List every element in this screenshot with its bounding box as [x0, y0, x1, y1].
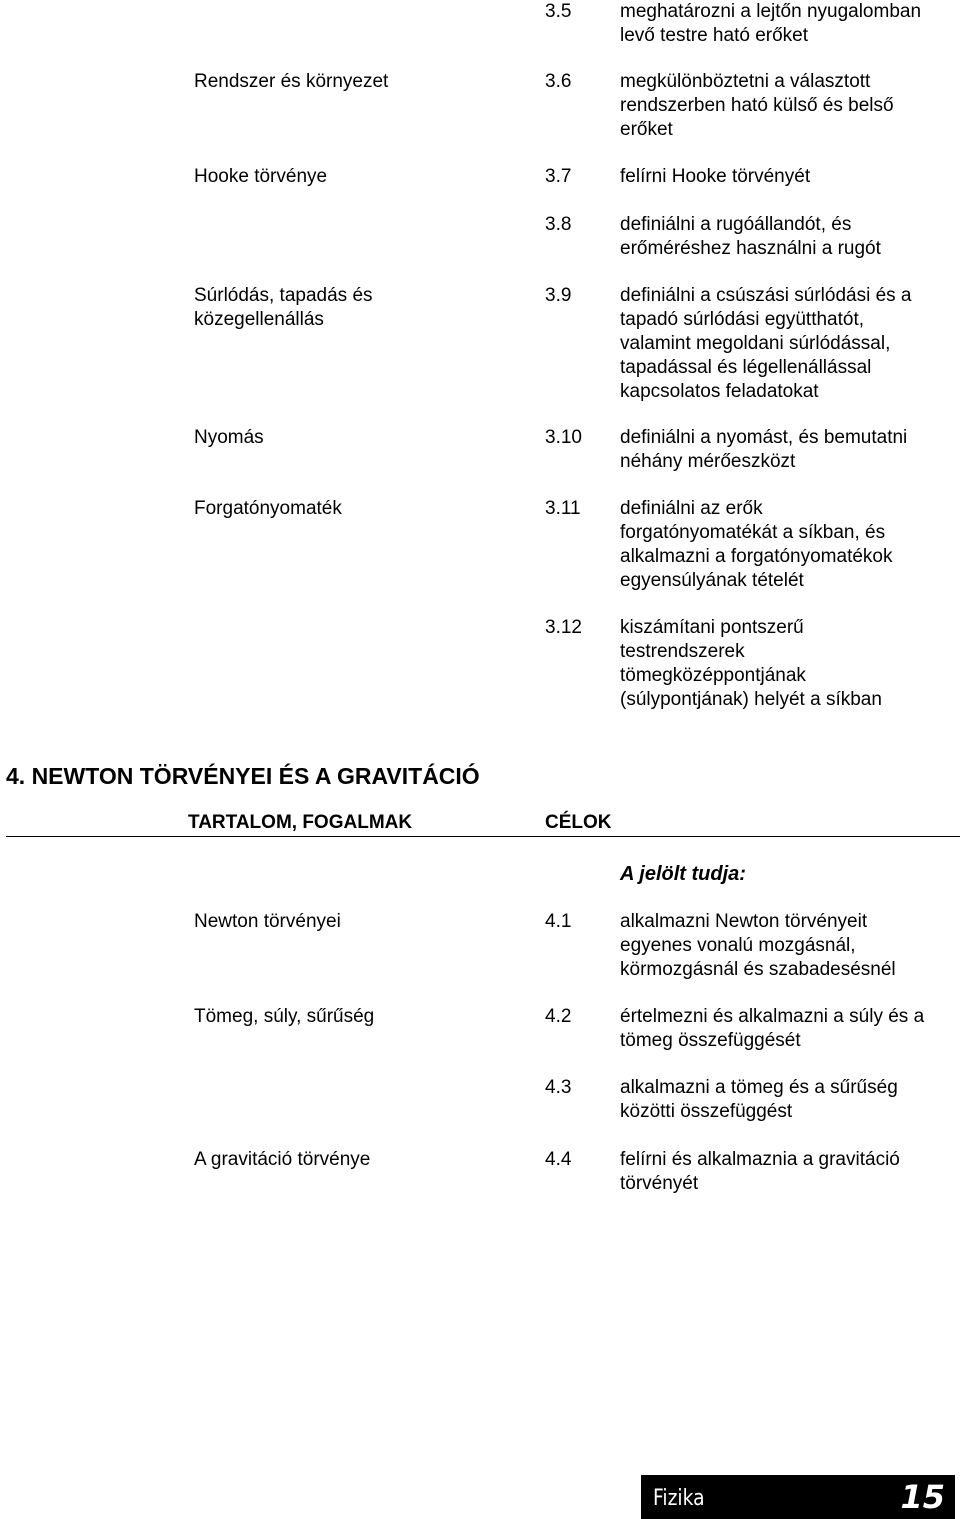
item-number: 3.6: [545, 71, 572, 92]
description-line: tapadással és légellenállással: [620, 357, 872, 378]
item-description: [620, 616, 955, 712]
column-header-goals: CÉLOK: [545, 812, 612, 833]
item-number: 3.11: [545, 498, 581, 519]
item-description: [620, 0, 955, 48]
description-line: alkalmazni a tömeg és a sűrűség: [620, 1077, 898, 1098]
item-description: [620, 165, 955, 189]
description-line: levő testre ható erőket: [620, 25, 808, 46]
item-topic: Hooke törvénye: [194, 166, 328, 187]
description-line: egyensúlyának tételét: [620, 570, 804, 591]
description-line: tapadó súrlódási együtthatót,: [620, 309, 865, 330]
item-number: 3.10: [545, 427, 582, 448]
item-topic: Rendszer és környezet: [194, 71, 389, 92]
column-header-content: TARTALOM, FOGALMAK: [188, 812, 413, 833]
description-line: felírni Hooke törvényét: [620, 166, 811, 187]
item-topic: A gravitáció törvénye: [194, 1149, 371, 1170]
description-line: forgatónyomatékát a síkban, és: [620, 522, 886, 543]
item-number: 3.12: [545, 617, 582, 638]
item-description: [620, 1076, 955, 1124]
item-description: [620, 1148, 955, 1196]
description-line: alkalmazni Newton törvényeit: [620, 911, 868, 932]
item-topic: Nyomás: [194, 427, 264, 448]
description-line: (súlypontjának) helyét a síkban: [620, 689, 882, 710]
description-line: törvényét: [620, 1173, 699, 1194]
description-line: erőméréshez használni a rugót: [620, 238, 881, 259]
description-line: felírni és alkalmaznia a gravitáció: [620, 1149, 900, 1170]
description-line: értelmezni és alkalmazni a súly és a: [620, 1006, 925, 1027]
item-topic: Newton törvényei: [194, 911, 341, 932]
description-line: testrendszerek: [620, 641, 745, 662]
description-line: megkülönböztetni a választott: [620, 71, 871, 92]
description-line: kapcsolatos feladatokat: [620, 381, 819, 402]
item-description: [620, 497, 955, 593]
item-topic: Tömeg, súly, sűrűség: [194, 1006, 375, 1027]
item-number: 4.1: [545, 911, 572, 932]
description-line: alkalmazni a forgatónyomatékok: [620, 546, 893, 567]
item-number: 3.8: [545, 214, 572, 235]
page-number: 15: [900, 1478, 945, 1516]
description-line: valamint megoldani súrlódással,: [620, 333, 891, 354]
item-number: 3.7: [545, 166, 572, 187]
description-line: körmozgásnál és szabadesésnél: [620, 959, 896, 980]
item-number: 4.3: [545, 1077, 572, 1098]
item-number: 3.9: [545, 285, 572, 306]
item-number: 4.2: [545, 1006, 572, 1027]
page-footer-tab: [641, 1475, 955, 1519]
item-number: 4.4: [545, 1149, 572, 1170]
item-description: [620, 213, 955, 261]
goals-subheading: A jelölt tudja:: [620, 863, 746, 885]
item-description: [620, 426, 955, 474]
description-line: erőket: [620, 119, 673, 140]
description-line: kiszámítani pontszerű: [620, 617, 804, 638]
description-line: közötti összefüggést: [620, 1101, 793, 1122]
description-line: tömegközéppontjának: [620, 665, 806, 686]
description-line: rendszerben ható külső és belső: [620, 95, 894, 116]
description-line: definiálni az erők: [620, 498, 763, 519]
description-line: definiálni a rugóállandót, és: [620, 214, 852, 235]
item-description: [620, 284, 955, 404]
item-description: [620, 1005, 955, 1053]
description-line: definiálni a csúszási súrlódási és a: [620, 285, 912, 306]
subject-label: Fizika: [653, 1486, 705, 1511]
header-divider: [6, 836, 960, 837]
description-line: néhány mérőeszközt: [620, 451, 796, 472]
item-topic: Súrlódás, tapadás és közegellenállás: [194, 285, 373, 330]
description-line: definiálni a nyomást, és bemutatni: [620, 427, 908, 448]
item-topic: Forgatónyomaték: [194, 498, 342, 519]
item-description: [620, 910, 955, 982]
section-heading: 4. NEWTON TÖRVÉNYEI ÉS A GRAVITÁCIÓ: [6, 763, 480, 789]
description-line: egyenes vonalú mozgásnál,: [620, 935, 856, 956]
item-number: 3.5: [545, 1, 572, 22]
description-line: meghatározni a lejtőn nyugalomban: [620, 1, 922, 22]
description-line: tömeg összefüggését: [620, 1030, 801, 1051]
item-description: [620, 70, 955, 142]
